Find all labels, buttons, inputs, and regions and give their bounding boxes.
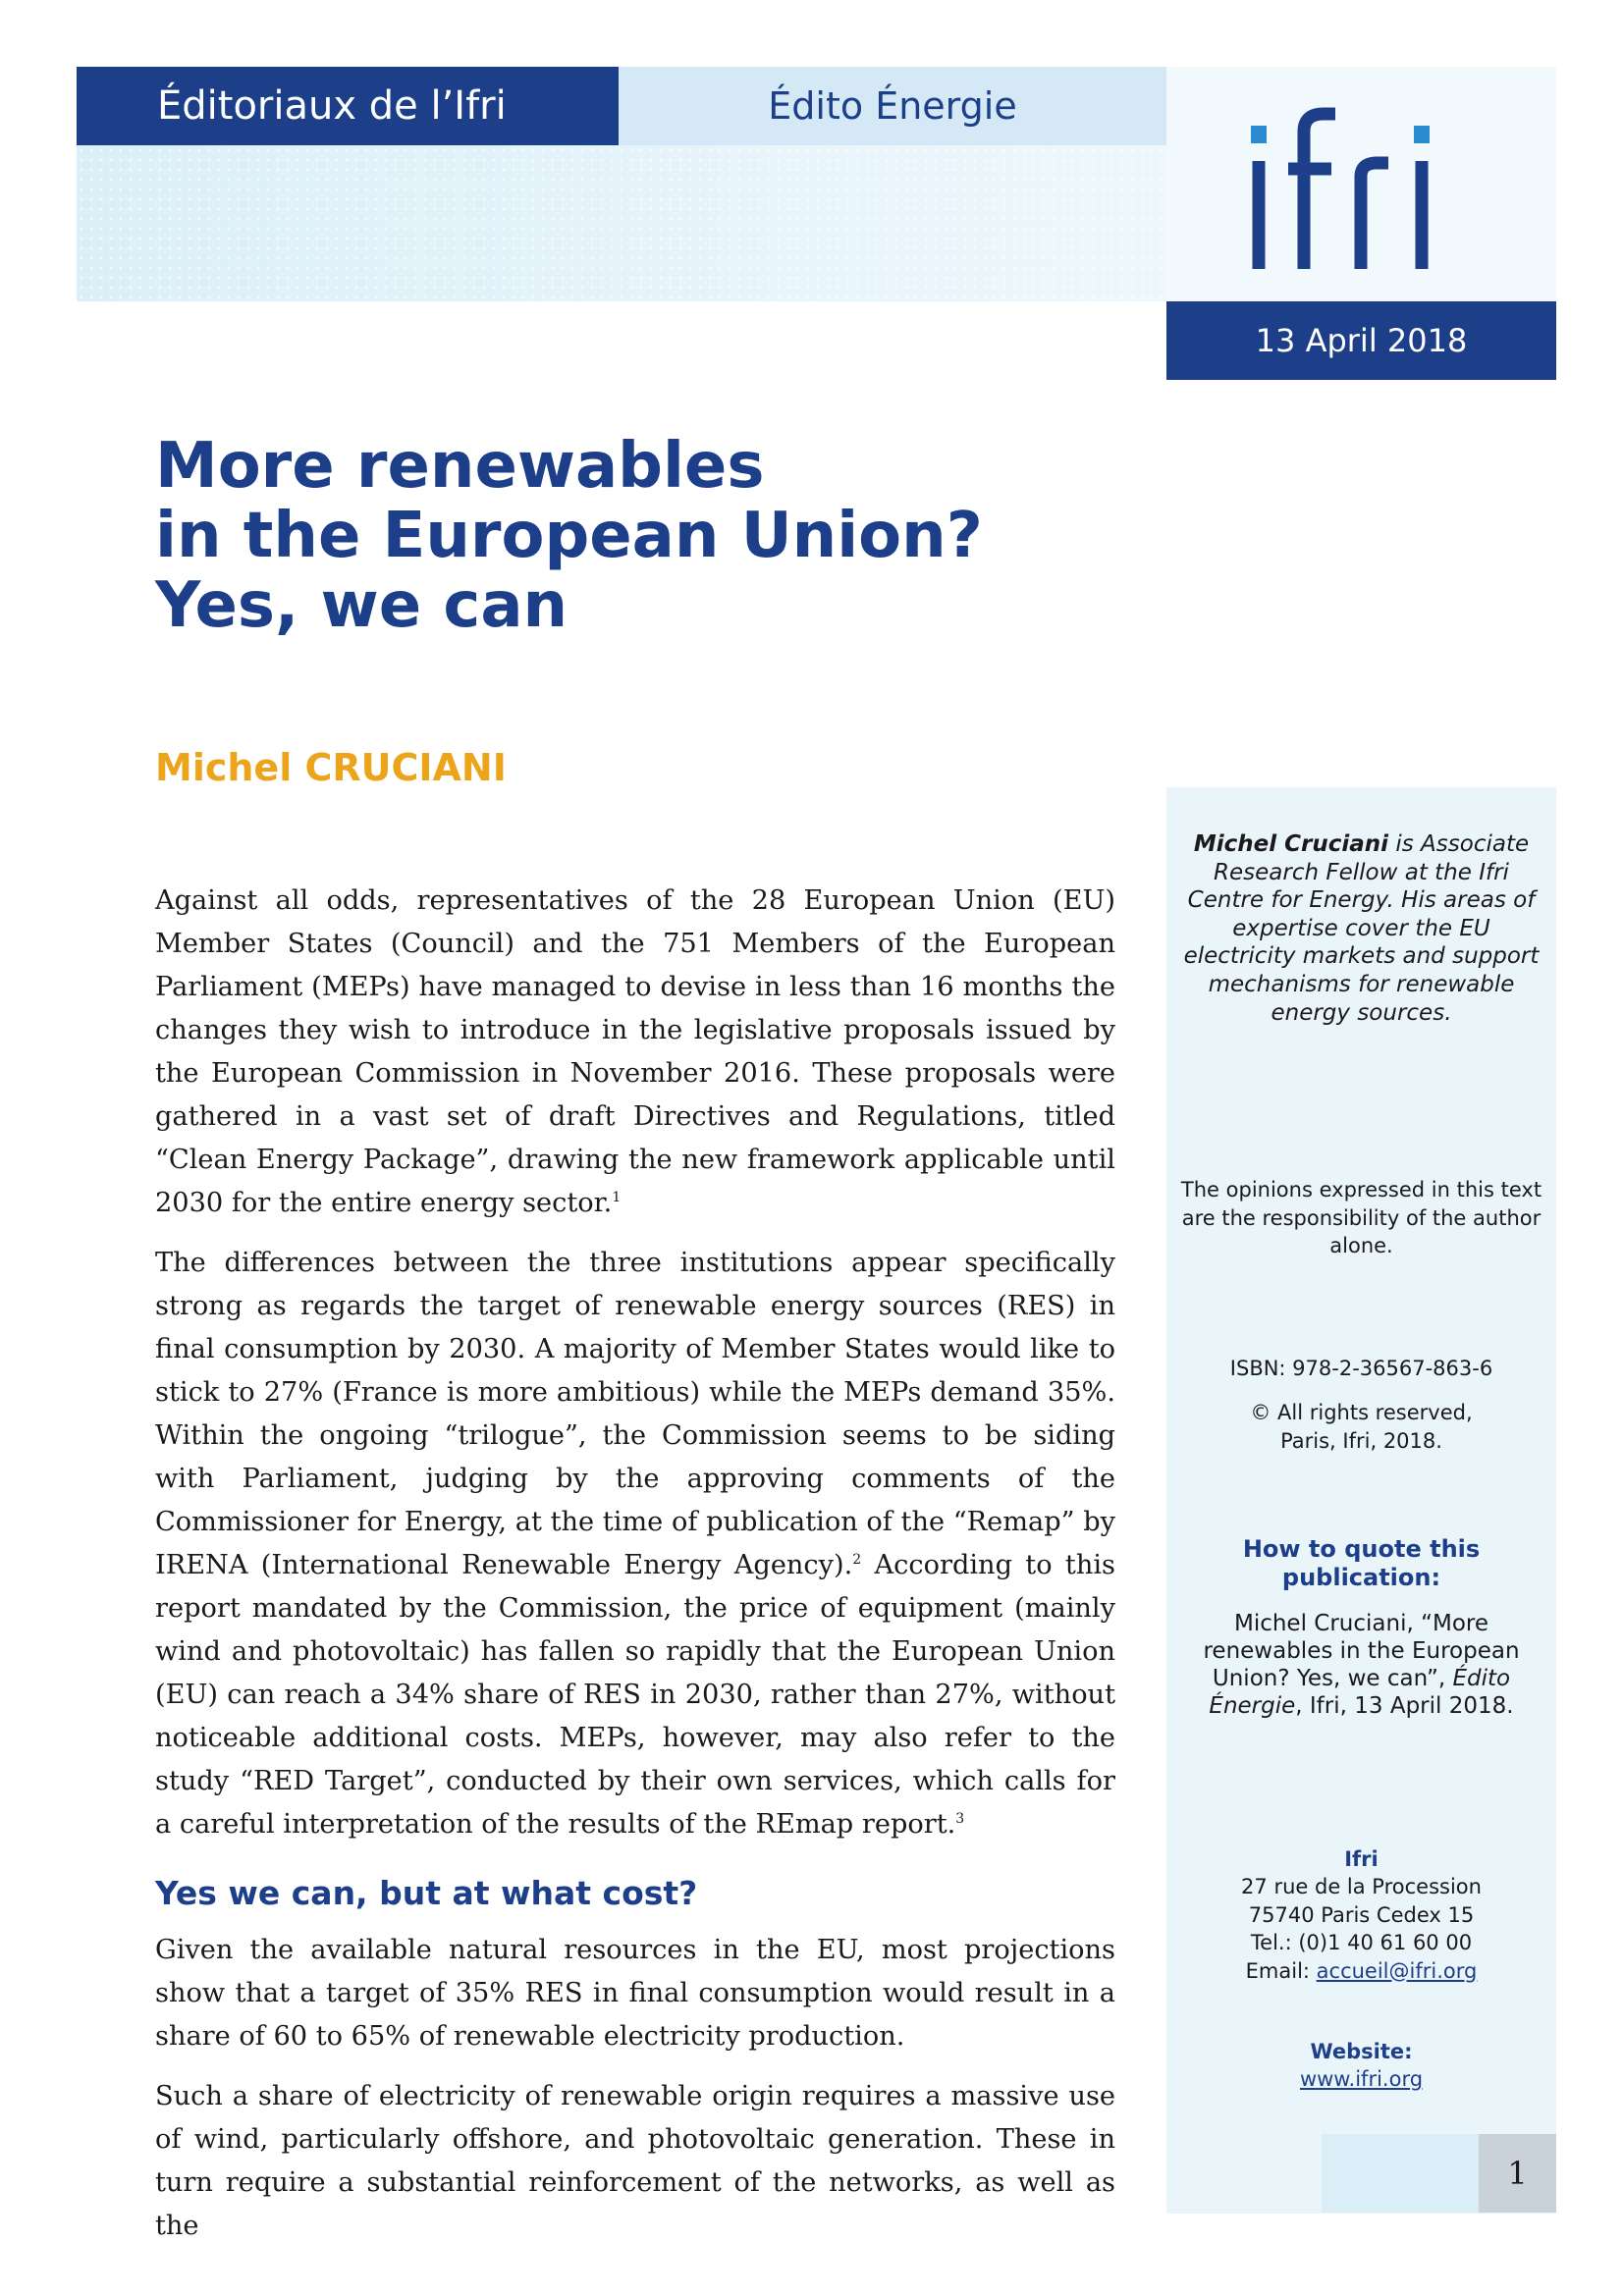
paragraph-text: According to this report mandated by the Commission, the price of equipment (mainly wind and photovoltaic) has fallen so rapidly that the European Union (EU) can reach a 34% share of RES in 2030, rather than 27%, without noticeable additional costs. MEPs, however, may also refer to the study “RED Target”, conducted by their own services, which calls for a careful interpretation of the results of the REmap report.: [155, 1550, 1115, 1840]
email-row: [1178, 1957, 1544, 1986]
bio-name: Michel Cruciani: [1193, 831, 1389, 857]
email-link[interactable]: accueil@ifri.org: [1316, 1958, 1478, 1983]
address-line: 27 rue de la Procession: [1241, 1875, 1482, 1898]
citation-italic: Édito Énergie: [1209, 1666, 1511, 1719]
paragraph: [155, 880, 1115, 1225]
world-map-dots: [77, 145, 1166, 301]
article-title: [155, 432, 1039, 641]
section-heading: Yes we can, but at what cost?: [155, 1874, 698, 1912]
disclaimer: The opinions expressed in this text are the responsibility of the author alone.: [1180, 1178, 1542, 1257]
edition-title: Édito Énergie: [619, 67, 1166, 145]
paragraph-text: Against all odds, representatives of the 28 European Union (EU) Member States (Council) and the 751 Members of the European Parliament (MEPs) have managed to devise in less than 16 months the changes they wish to introduce in the legislative proposals issued by the European Commission in November 2016. These proposals were gathered in a vast set of draft Directives and Regulations, titled “Clean Energy Package”, drawing the new framework applicable until 2030 for the entire energy sector.: [155, 885, 1115, 1218]
citation-text: Michel Cruciani, “More renewables in the European Union? Yes, we can”,: [1203, 1611, 1520, 1691]
publication-date: 13 April 2018: [1166, 301, 1556, 380]
author-name: Michel CRUCIANI: [155, 746, 507, 789]
author-bio: [1178, 830, 1544, 1027]
copyright-line: © All rights reserved,: [1250, 1401, 1473, 1424]
email-label: Email:: [1245, 1958, 1317, 1983]
isbn: ISBN: 978-2-36567-863-6: [1229, 1357, 1493, 1380]
footnote-ref[interactable]: 3: [955, 1810, 965, 1827]
title-line: in the European Union?: [155, 500, 983, 572]
page-number-accent: [1322, 2134, 1479, 2213]
paragraph: [155, 1242, 1115, 1846]
contact-address: [1178, 1873, 1544, 1985]
bio-text: is Associate Research Fellow at the Ifri Centre for Energy. His areas of expertise cover the EU electricity markets and support mechanisms for renewable energy sources.: [1183, 831, 1540, 1026]
address-line: 75740 Paris Cedex 15: [1248, 1902, 1475, 1927]
title-line: More renewables: [155, 430, 765, 503]
footnote-ref[interactable]: 1: [612, 1189, 622, 1205]
article-body: [155, 880, 1115, 2265]
website-link[interactable]: www.ifri.org: [1299, 2067, 1424, 2091]
page-number: 1: [1479, 2134, 1556, 2213]
copyright-line: Paris, Ifri, 2018.: [1280, 1428, 1442, 1453]
ifri-logo: [1245, 102, 1441, 283]
website-heading: Website:: [1310, 2040, 1413, 2063]
footnote-ref[interactable]: 2: [852, 1551, 862, 1568]
series-title: Éditoriaux de l’Ifri: [77, 67, 619, 145]
citation-text: , Ifri, 13 April 2018.: [1295, 1693, 1514, 1719]
paragraph: Such a share of electricity of renewable origin requires a massive use of wind, particularly offshore, and photovoltaic generation. These in turn require a substantial reinforcement of the networks, as well as the: [155, 2081, 1115, 2241]
paragraph-text: The differences between the three institutions appear specifically strong as regards the target of renewable energy sources (RES) in final consumption by 2030. A majority of Member States would like to stick to 27% (France is more ambitious) while the MEPs demand 35%. Within the ongoing “trilogue”, the Commission seems to be siding with Parliament, judging by the approving comments of the Commissioner for Energy, at the time of publication of the “Remap” by IRENA (International Renewable Energy Agency).: [155, 1248, 1115, 1580]
ifri-heading: Ifri: [1344, 1847, 1379, 1871]
copyright: [1178, 1399, 1544, 1455]
website-row: [1178, 2065, 1544, 2093]
paragraph: Given the available natural resources in the EU, most projections show that a target of 35% RES in final consumption would result in a share of 60 to 65% of renewable electricity production.: [155, 1935, 1115, 2052]
quote-heading: How to quote this publication:: [1242, 1535, 1481, 1591]
phone: Tel.: (0)1 40 61 60 00: [1250, 1931, 1473, 1954]
citation: [1178, 1610, 1544, 1720]
title-line: Yes, we can: [155, 569, 568, 642]
